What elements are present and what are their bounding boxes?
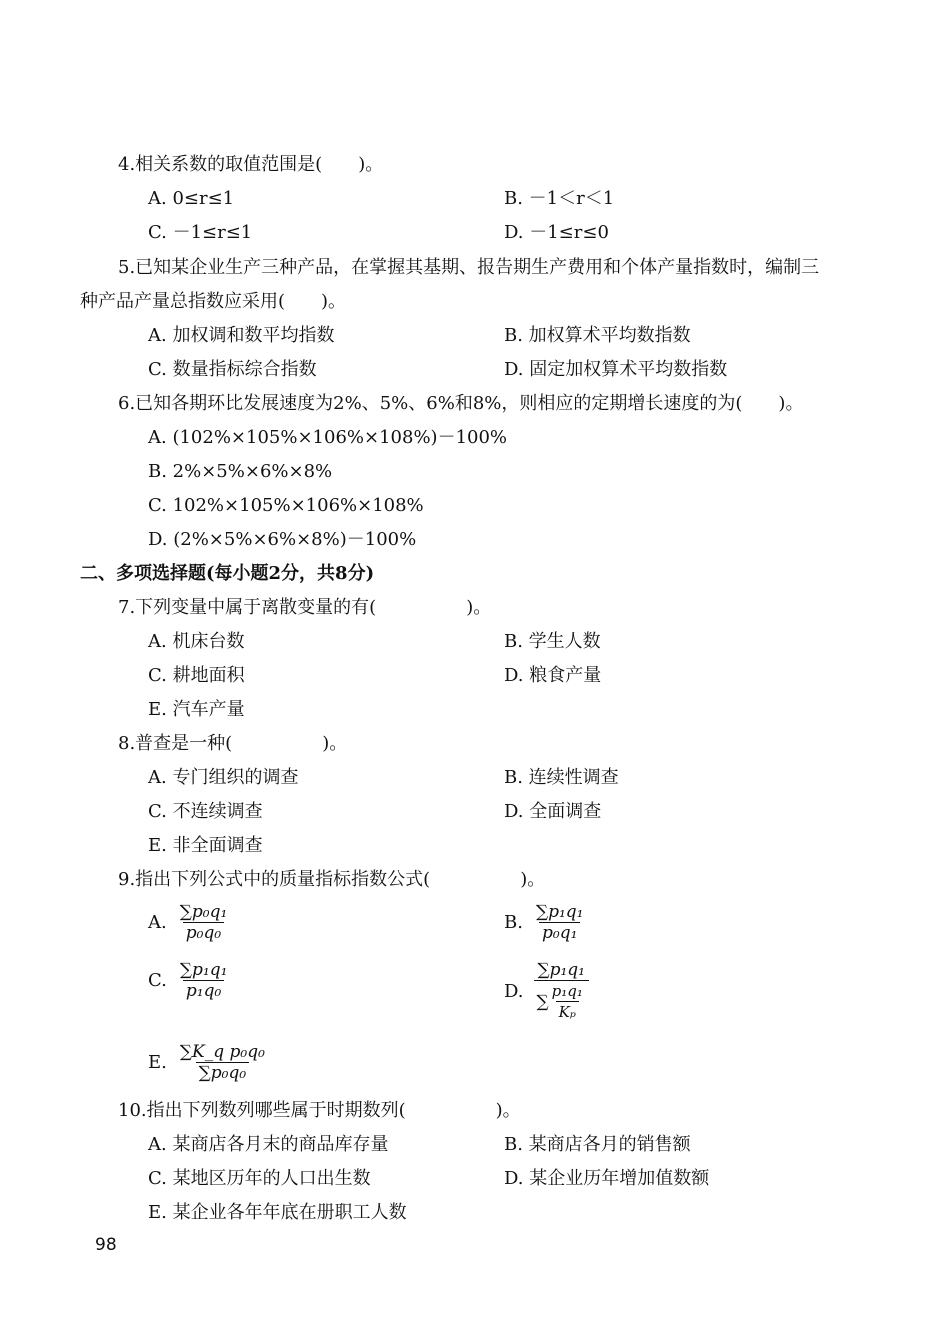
q6-option-a: A. (102%×105%×106%×108%)－100% [148,427,508,448]
q9-option-e-label: E. [148,1052,167,1073]
fraction-numerator: ∑p₁q₁ [537,960,585,980]
q8-option-a: A. 专门组织的调查 [148,767,299,788]
q10-option-d: D. 某企业历年增加值数额 [504,1168,710,1189]
fraction-numerator: ∑p₀q₁ [179,902,228,922]
q9-option-b-label: B. [504,912,523,933]
fraction-denominator [534,980,589,1022]
nested-fraction [549,981,586,1022]
q5-option-a: A. 加权调和数平均指数 [148,325,335,346]
q9-option-d [504,960,589,1022]
q9-option-a-fraction [177,902,231,943]
q9-option-b-fraction [533,902,587,943]
q8-option-b: B. 连续性调查 [504,767,619,788]
q5-option-b: B. 加权算术平均数指数 [504,325,691,346]
page-number: 98 [95,1235,117,1255]
q9-option-a [148,902,230,943]
q8-stem: 8.普查是一种( )。 [118,733,348,754]
q7-option-d: D. 粮食产量 [504,665,602,686]
q5-option-c: C. 数量指标综合指数 [148,359,317,380]
fraction-denominator: p₀q₀ [183,922,224,943]
q10-option-e: E. 某企业各年年底在册职工人数 [148,1202,407,1223]
q10-stem: 10.指出下列数列哪些属于时期数列( )。 [118,1100,521,1121]
nested-denominator: Kₚ [556,1001,579,1022]
section-title: 二、多项选择题(每小题2分，共8分) [80,563,375,584]
q10-option-c: C. 某地区历年的人口出生数 [148,1168,371,1189]
q5-option-d: D. 固定加权算术平均数指数 [504,359,728,380]
q6-option-b: B. 2%×5%×6%×8% [148,461,333,482]
q9-option-e [148,1042,268,1083]
q8-option-e: E. 非全面调查 [148,835,263,856]
q6-stem: 6.已知各期环比发展速度为2%、5%、6%和8%，则相应的定期增长速度的为( )。 [118,393,804,414]
nested-numerator: p₁q₁ [551,982,583,1000]
q9-option-c-label: C. [148,970,167,991]
q9-option-c [148,960,230,1001]
q8-option-d: D. 全面调查 [504,801,602,822]
q7-option-b: B. 学生人数 [504,631,601,652]
fraction-denominator: p₁q₀ [183,980,224,1001]
q7-stem: 7.下列变量中属于离散变量的有( )。 [118,597,492,618]
q9-option-b [504,902,586,943]
q10-option-b: B. 某商店各月的销售额 [504,1134,691,1155]
q4-option-b: B. －1＜r＜1 [504,188,615,209]
q4-option-a: A. 0≤r≤1 [148,188,235,209]
sum-sign: ∑ [536,991,549,1012]
q7-option-c: C. 耕地面积 [148,665,245,686]
q6-option-c: C. 102%×105%×106%×108% [148,495,424,516]
q9-option-c-fraction [177,960,231,1001]
fraction-numerator: ∑K_q p₀q₀ [179,1042,265,1062]
fraction-numerator: ∑p₁q₁ [535,902,584,922]
q9-option-d-label: D. [504,980,524,1002]
q9-option-a-label: A. [148,912,167,933]
q4-option-c: C. －1≤r≤1 [148,222,253,243]
q5-stem-line1: 5.已知某企业生产三种产品，在掌握其基期、报告期生产费用和个体产量指数时，编制三 [118,257,820,278]
q9-option-d-fraction [534,960,589,1022]
q8-option-c: C. 不连续调查 [148,801,263,822]
fraction-numerator: ∑p₁q₁ [179,960,228,980]
q5-stem-line2: 种产品产量总指数应采用( )。 [80,291,347,312]
q9-stem: 9.指出下列公式中的质量指标指数公式( )。 [118,869,546,890]
q4-stem: 4.相关系数的取值范围是( )。 [118,154,384,175]
q9-option-e-fraction [177,1042,268,1083]
q7-option-a: A. 机床台数 [148,631,245,652]
fraction-denominator: ∑p₀q₀ [196,1062,250,1083]
fraction-denominator: p₀q₁ [539,922,580,943]
q10-option-a: A. 某商店各月末的商品库存量 [148,1134,389,1155]
q6-option-d: D. (2%×5%×6%×8%)－100% [148,529,417,550]
q4-option-d: D. －1≤r≤0 [504,222,609,243]
q7-option-e: E. 汽车产量 [148,699,245,720]
